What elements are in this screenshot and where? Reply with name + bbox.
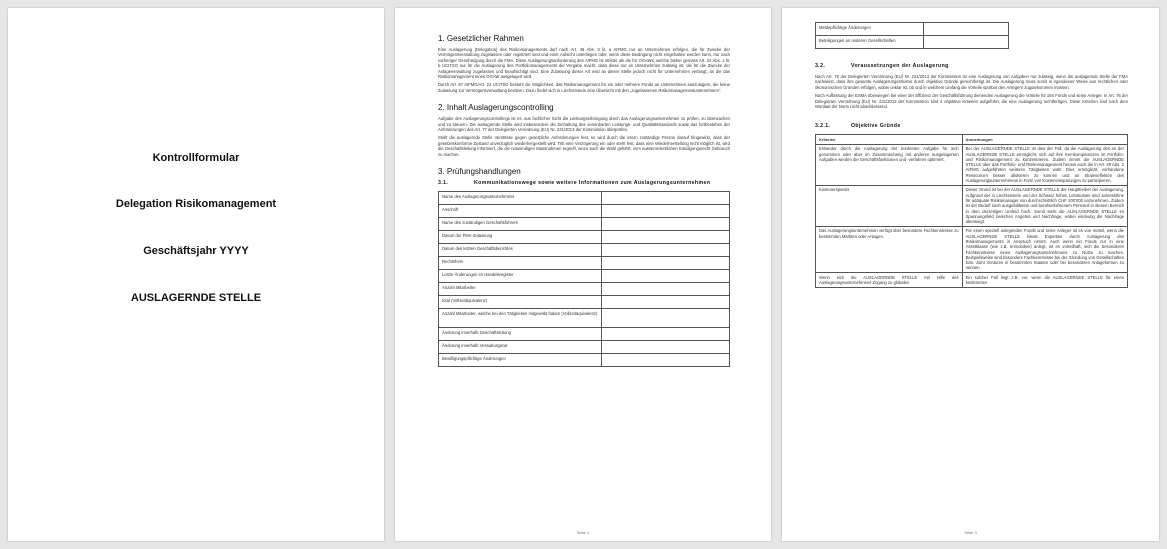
row-label: Bewilligungspflichtige Änderungen <box>439 354 602 367</box>
row-label: Letzte Änderungen im Handelsregister <box>439 270 602 283</box>
subsection-number: 3.1. <box>438 180 449 187</box>
subsection-3-2-paragraph-2: Nach Auffassung der ESMA überwiegen bei einer der Effizienz der Geschäftsführung dienenden Auslagerung die Vorteile für den Fonds und seine Anleger. In Art. 76 der Delegierten Verordnung (EU) Nr. 231/2013 der Kommission sind 4 objektive Kriterien aufgeführt, die eine Auslagerung rechtfertigen. Diese Kriterien sind nach dem Wortlaut der Norm nicht abschliessend. <box>815 93 1128 110</box>
row-label: Anzahl Mitarbeiter <box>439 283 602 296</box>
row-label: Name des zuständigen Geschäftsführers <box>439 218 602 231</box>
column-header-anmerkungen: Anmerkungen <box>962 135 1127 144</box>
criterion-cell: Wenn sich die AUSLAGERNDE STELLE mit Hilfe des Auslagerungsunternehmens Zugang zu globalen <box>816 273 963 288</box>
section-1-heading: 1. Gesetzlicher Rahmen <box>438 34 524 43</box>
table-row <box>439 218 730 231</box>
cover-subtitle: Delegation Risikomanagement <box>115 198 277 210</box>
row-value-cell[interactable] <box>601 309 729 328</box>
row-value-cell[interactable] <box>601 328 729 341</box>
subsection-3-2 <box>815 63 1128 109</box>
row-value-cell[interactable] <box>601 283 729 296</box>
table-row <box>439 270 730 283</box>
row-label: Änderung innerhalb Verwaltungsrat <box>439 341 602 354</box>
row-label: Datum der FMA-Zulassung <box>439 231 602 244</box>
row-value-cell[interactable] <box>601 341 729 354</box>
page-footer: Seite 3 <box>964 530 977 535</box>
row-label: Änderung innerhalb Geschäftsleitung <box>439 328 602 341</box>
table-header-row <box>816 135 1128 144</box>
table-row <box>816 226 1128 272</box>
page-3-content <box>815 22 1128 288</box>
cover-fiscal-year: Geschäftsjahr YYYY <box>143 245 249 257</box>
row-label: Name des Auslagerungsunternehmens <box>439 192 602 205</box>
column-header-kriterien: Kriterien <box>816 135 963 144</box>
remark-cell[interactable]: Dieser Grund ist bei der AUSLAGERNDE STELLE der Haupttreiber der Auslagerung. Aufgrund der in Liechtenstein und der Schweiz hohen Lohnkosten sind Jahreslöhne für adäquate Risikomanager von durchschnittlich CHF 200'000 anzunehmen. Zudem ist der Bedarf nach ausgebildetem und berufserfahrenem Personal in diesem Bereich in dem derzeitigen Umfeld hoch. Somit steht die AUSLAGERNDE STELLE im Spannungsfeld zwischen Angebot und Nachfrage, wobei eindeutig die Nachfrage überwiegt. <box>962 185 1127 226</box>
cover-entity: AUSLAGERNDE STELLE <box>130 292 262 304</box>
row-value-cell[interactable] <box>924 36 1009 49</box>
row-label: Anzahl Mitarbeiter, welche bei den Tätigkeiten mitgewirkt haben (Vollzeitäquivalenz) <box>439 309 602 328</box>
table-row <box>439 231 730 244</box>
table-row <box>816 273 1128 288</box>
table-row <box>816 185 1128 226</box>
subsection-3-2-heading <box>815 63 1128 69</box>
row-label: Meldepflichtige Änderungen <box>816 23 924 36</box>
subsection-number: 3.2. <box>815 63 826 69</box>
table-row <box>439 309 730 328</box>
subsection-number: 3.2.1. <box>815 123 831 130</box>
criterion-cell: Das Auslagerungsunternehmen verfügt über besondere Fachkenntnisse zu bestimmten Märkten oder Anlagen. <box>816 226 963 272</box>
row-label: Rechtsform <box>439 257 602 270</box>
section-2-paragraph-2: Stellt die auslagernde Stelle Verstösse gegen gesetzliche Anforderungen fest, so wird durch die intern zuständige Person darauf hingewirkt, dass der gesetzeskonforme Zustand unverzüglich wiederhergestellt wird. Tritt eine Verzögerung ein oder steht fest, dass eine Wiederherstellung nicht möglich ist, wird die Geschäftsleitung informiert, die die notwendigen Massnahmen ergreift, wozu auch die Wahl geführt, vom ausserordentlichen Kündigungsrecht Gebrauch zu machen. <box>438 135 730 157</box>
page-3 <box>782 8 1159 541</box>
section-1-paragraph-1: Eine Auslagerung (Delegation) des Risikomanagements darf nach Art. 46 Abs. 3 lit. a AIFMG nur an Unternehmen erfolgen, die für Zwecke der Vermögensverwaltung zugelassen oder registriert sind und einer Aufsicht unterliegen oder, wenn diese Bedingung nicht eingehalten werden kann, nur nach vorheriger Genehmigung durch die FMA. Diese Auslagerungsanforderung des AIFMG ist strikter als die für OGAWs, welche bisher gemäss Art. 22 Abs. 1 lit. b UCITSG nur für die Auslagerung des Portfoliomanagements die Vorgabe macht, dass diese nur an Unternehmen zulässig ist, die für die Zwecke der Anlageverwaltung zugelassen und beaufsichtigt sind. Eine Zulassung dieser Art wird an dieser Stelle jedoch nicht für Unternehmen verlangt, an die das Risikomanagement eines OGAW ausgelagert wird. <box>438 47 730 80</box>
page-2 <box>395 8 771 541</box>
section-1-paragraph-2: Durch Art. 67 AIFMG/Art. 22 UCITSG besteht die Möglichkeit, das Risikomanagement für ein oder mehrere Fonds an Unternehmen auszulagern, die keine Zulassung zur Vermögensverwaltung besitzen. Dazu findet sich in Liechtenstein eine Übersicht mit den „zugelassenen Risikomanagementunternehmen“. <box>438 82 730 93</box>
page-footer: Seite 2 <box>576 530 590 535</box>
table-row <box>439 244 730 257</box>
remark-cell[interactable]: Bei der AUSLAGERNDE STELLE ist dies der Fall, da die Auslagerung des an der AUSLAGERNDE STELLE ermöglicht, sich auf ihre Kernkompetenzen im Portfolio- und Risikomanagement zu konzentrieren. Zudem nimmt die AUSLAGERNDE STELLE über das Portfolio- und Risikomanagement heraus auch die in Art. 29 Abs. 2 AIFMG aufgeführten weiteren Tätigkeiten wahr. Dies ermöglicht, vorhandene Ressourcen besser allokieren zu können und an Skaleneffekten des Auslagerungsunternehmens in Form von Kosteneinsparungen zu partizipieren. <box>962 144 1127 185</box>
table-row <box>439 341 730 354</box>
subsection-title: Objektive Gründe <box>851 123 901 130</box>
row-value-cell[interactable] <box>601 244 729 257</box>
row-value-cell[interactable] <box>601 205 729 218</box>
section-2 <box>438 103 730 157</box>
table-row <box>439 192 730 205</box>
table-row <box>439 205 730 218</box>
row-value-cell[interactable] <box>601 192 729 205</box>
subsection-3-1-heading <box>438 180 730 186</box>
row-value-cell[interactable] <box>601 270 729 283</box>
subsection-title: Kommunikationswege sowie weitere Informationen zum Auslagerungsunternehmen <box>474 180 711 187</box>
section-1 <box>438 34 730 93</box>
table-row <box>439 257 730 270</box>
row-value-cell[interactable] <box>601 218 729 231</box>
criterion-cell: Entweder durch die Auslagerung der konkreten Aufgabe für sich genommen oder aber im Zusammenhang mit anderen ausgelagerten Aufgaben werden die Geschäftsfunktionen und -verfahren optimiert. <box>816 144 963 185</box>
section-2-paragraph-1: Aufgabe des Auslagerungscontrollings ist es, aus fachlicher Sicht die Leistungserbringung durch das Auslagerungsunternehmen zu prüfen, zu überwachen und zu steuern. Die auslagernde Stelle wird insbesondere die Einhaltung des vereinbarten Leistungs- und Qualitätsstandards sowie das fortbestehen der Anforderungen des Art. 77 der Delegierten Verordnung (EU) Nr. 231/2013 der Kommission überprüfen. <box>438 116 730 133</box>
objective-reasons-table <box>815 134 1128 287</box>
row-value-cell[interactable] <box>601 296 729 309</box>
row-label: Anschrift <box>439 205 602 218</box>
criterion-cell: Kostenersparnis <box>816 185 963 226</box>
table-row <box>816 36 1009 49</box>
table-row <box>816 23 1009 36</box>
section-2-heading: 2. Inhalt Auslagerungscontrolling <box>438 103 554 113</box>
table-row <box>439 354 730 367</box>
row-label: Beteiligungen an anderen Gesellschaften <box>816 36 924 49</box>
table-row <box>816 144 1128 185</box>
row-value-cell[interactable] <box>601 257 729 270</box>
section-3-heading: 3. Prüfungshandlungen <box>438 167 521 177</box>
row-label: total (Vollzeitäquivalenz) <box>439 296 602 309</box>
row-label: Datum des letzten Geschäftsberichtes <box>439 244 602 257</box>
subsection-3-2-paragraph-1: Nach Art. 76 der Delegierten Verordnung (EU) Nr. 231/2013 der Kommission ist eine Auslagerung von Aufgaben nur zulässig, wenn die auslagernde Stelle der FMA nachweist, dass ihre gesamte Auslagerungsstruktur durch objektive Gründe gerechtfertigt ist. Die Auslagerung muss somit in irgendeiner Weise aus rechtlichen oder ökonomischen Gründen erfolgen, wobei unklar ist, ob und in welchem Umfang die Vorteile spürbar den Anlegern zugutekommen müssen. <box>815 74 1128 90</box>
remark-cell[interactable]: Ein solcher Fall liegt z.B. vor, wenn die AUSLAGERNDE STELLE für einen bestimmten <box>962 273 1127 288</box>
cover-title: Kontrollformular <box>152 152 240 164</box>
row-value-cell[interactable] <box>924 23 1009 36</box>
table-row <box>439 328 730 341</box>
page-2-content <box>438 34 730 367</box>
page-1 <box>8 8 384 541</box>
remark-cell[interactable]: Für einen speziell anlegenden Fonds und seine Anleger ist es von Vorteil, wenn die AUSLAGERNDE STELLE lokale Expertise durch Auslagerung des Risikomanagements in Anspruch nimmt. Auch wenn ein Fonds nur in eine Assetklasse (wie z.B. Immobilien) anlegt, ist es vorteilhaft, sich die besonderen Fachkenntnisse eines Auslagerungsunternehmens zu Nutze zu machen. Beispielsweise sind besondere Fachkenntnisse bei der Gründung von Gesellschaften bzw. Joint Ventures in bestimmten Staaten oder bei besonderen Anlageformen zu nennen. <box>962 226 1127 272</box>
row-value-cell[interactable] <box>601 231 729 244</box>
subsection-title: Voraussetzungen der Auslagerung <box>851 63 949 69</box>
subsection-3-2-1-heading <box>815 123 1128 129</box>
row-value-cell[interactable] <box>601 354 729 367</box>
section-3 <box>438 167 730 367</box>
company-info-table <box>438 191 730 367</box>
company-info-table-continued <box>815 22 1009 49</box>
table-row <box>439 296 730 309</box>
table-row <box>439 283 730 296</box>
